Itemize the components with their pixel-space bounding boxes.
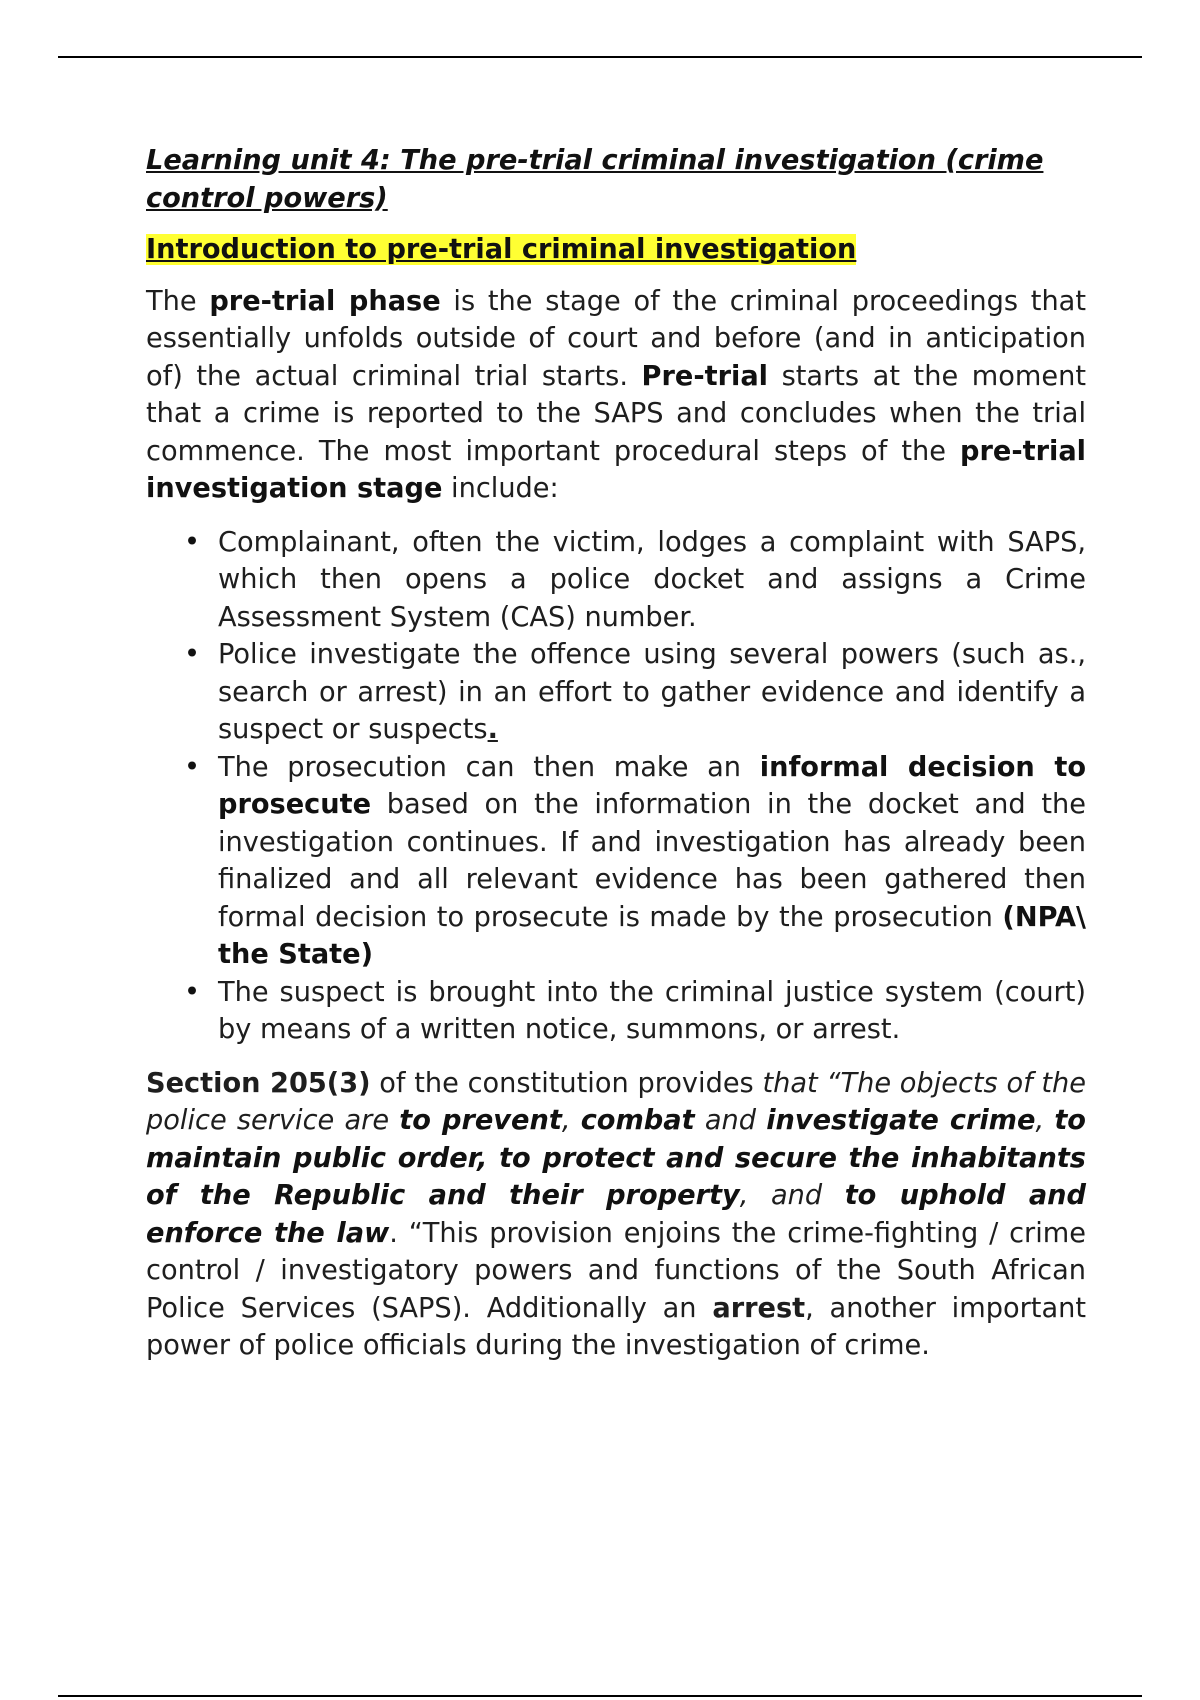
- section-205-paragraph: [146, 1065, 1086, 1365]
- list-item: [184, 524, 1086, 637]
- step-3-text-1: The prosecution can then make an: [218, 751, 760, 783]
- term-combat: combat: [580, 1105, 695, 1136]
- term-to-prevent: to prevent: [399, 1105, 562, 1136]
- unit-title: [146, 142, 1086, 217]
- step-4-text: The suspect is brought into the criminal justice system (court) by means of a written notice, summons, or arrest.: [218, 976, 1086, 1045]
- section-quote-3: and: [694, 1105, 767, 1136]
- bullet-icon: •: [184, 976, 201, 1008]
- list-item: [184, 749, 1087, 974]
- step-2-end-mark: .: [487, 714, 498, 745]
- section-text-1: of the constitution provides: [370, 1067, 763, 1099]
- step-3-text-2: based on the information in the docket and the investigation continues. If and investigation has already been finalized and all relevant evidence has been gathered then formal decision to prosecute is made by the prosecution: [218, 789, 1086, 933]
- term-arrest: arrest: [712, 1292, 806, 1324]
- section-quote-2: ,: [561, 1105, 581, 1136]
- footer-rule: [58, 1695, 1142, 1697]
- intro-text-1: The: [146, 285, 210, 317]
- term-section-205: Section 205(3): [146, 1067, 371, 1099]
- bullet-icon: •: [184, 751, 201, 783]
- list-item: [184, 974, 1086, 1049]
- intro-text-2: is the stage of the criminal proceedings that essentially unfolds outside of court and before (and in anticipation of) the actual criminal trial starts.: [146, 285, 1086, 392]
- bullet-icon: •: [184, 639, 201, 670]
- section-quote-1: that “The objects of the police service are: [146, 1067, 1086, 1136]
- term-pre-trial: Pre-trial: [641, 360, 768, 392]
- intro-text-3: starts at the moment that a crime is reported to the SAPS and concludes when the trial commence. The most important procedural steps of the: [146, 360, 1086, 467]
- term-informal-decision: informal decision to prosecute: [218, 751, 1087, 820]
- term-npa-state: (NPA\ the State): [218, 901, 1086, 970]
- header-rule: [58, 56, 1142, 58]
- unit-title-text: Learning unit 4: The pre-trial criminal investigation (crime control powers): [146, 145, 1044, 214]
- section-quote-4: ,: [1035, 1105, 1055, 1136]
- bullet-icon: •: [184, 526, 201, 558]
- intro-paragraph: [146, 283, 1086, 508]
- section-quote-5: , and: [739, 1180, 845, 1211]
- section-text-2: . “This provision enjoins the crime-fighting / crime control / investigatory powers and functions of the South African Police Services (SAPS). Additionally an: [146, 1217, 1086, 1324]
- intro-text-4: include:: [442, 473, 559, 504]
- section-text-3: , another important power of police officials during the investigation of crime.: [146, 1292, 1086, 1361]
- document-body: [146, 142, 1086, 1365]
- list-item: [184, 636, 1086, 749]
- step-2-text: Police investigate the offence using several powers (such as., search or arrest) in an effort to gather evidence and identify a suspect or suspects: [218, 639, 1086, 745]
- term-pre-trial-investigation-stage: pre-trial investigation stage: [146, 435, 1086, 504]
- intro-heading: [146, 231, 1086, 269]
- step-1-text: Complainant, often the victim, lodges a complaint with SAPS, which then opens a police docket and assigns a Crime Assessment System (CAS) number.: [218, 526, 1086, 633]
- term-pre-trial-phase: pre-trial phase: [209, 285, 441, 317]
- term-uphold-law: to uphold and enforce the law: [146, 1180, 1086, 1249]
- term-investigate-crime: investigate crime: [766, 1105, 1036, 1136]
- procedural-steps-list: [146, 524, 1086, 1049]
- term-maintain-public-order: to maintain public order, to protect and secure the inhabitants of the Republic and their property: [146, 1105, 1086, 1211]
- intro-heading-highlight: Introduction to pre-trial criminal investigation: [146, 234, 857, 265]
